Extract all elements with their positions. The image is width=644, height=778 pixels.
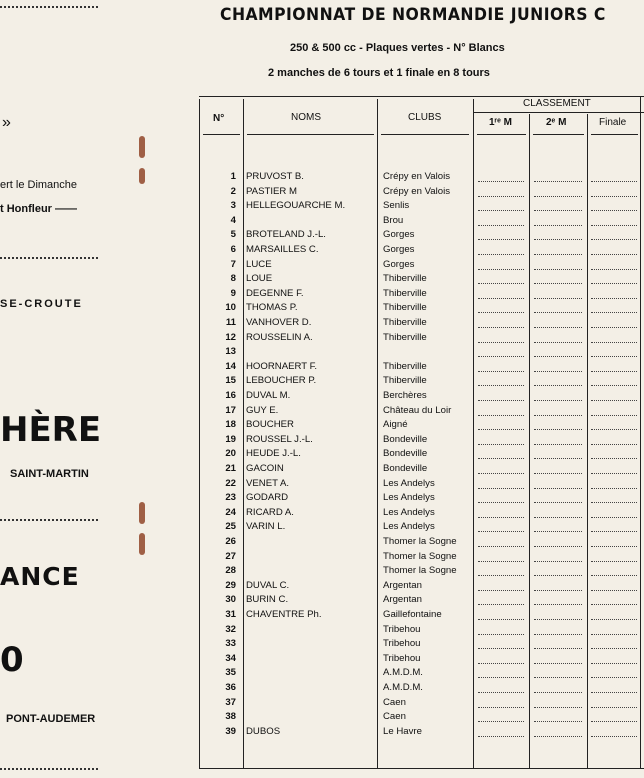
row-number: 25 <box>225 521 236 533</box>
result-blank-m2 <box>534 444 582 445</box>
result-blank-m1 <box>478 400 524 401</box>
club-name: Thiberville <box>383 331 427 343</box>
chevron: » <box>2 114 11 131</box>
rider-name: CHAVENTRE Ph. <box>246 609 322 620</box>
row-number: 19 <box>225 433 236 445</box>
club-name: Les Andelys <box>383 506 435 518</box>
table-row <box>200 185 644 200</box>
result-blank-finale <box>591 239 637 240</box>
result-blank-m2 <box>534 707 582 708</box>
result-blank-finale <box>591 546 637 547</box>
table-border <box>591 134 638 135</box>
result-blank-m2 <box>534 181 582 182</box>
result-blank-finale <box>591 648 637 649</box>
result-blank-m1 <box>478 663 524 664</box>
result-blank-finale <box>591 327 637 328</box>
table-row <box>200 447 644 462</box>
row-number: 39 <box>225 725 236 737</box>
club-name: Thiberville <box>383 317 427 328</box>
row-number: 16 <box>225 390 236 401</box>
row-number: 10 <box>225 302 236 314</box>
row-number: 15 <box>225 375 236 387</box>
club-name: Senlis <box>383 200 410 212</box>
table-row <box>200 579 644 594</box>
result-blank-m2 <box>534 692 582 693</box>
club-name: Gorges <box>383 244 415 255</box>
left-text: PONT-AUDEMER <box>6 713 96 725</box>
table-row <box>200 593 644 608</box>
left-heading: 0 <box>0 640 24 680</box>
result-blank-finale <box>591 531 637 532</box>
club-name: Les Andelys <box>383 521 435 533</box>
table-row <box>200 272 644 287</box>
header-manche-2: 2ᵉ M <box>546 117 567 128</box>
result-blank-m1 <box>478 488 524 489</box>
result-blank-m1 <box>478 502 524 503</box>
result-blank-m2 <box>534 648 582 649</box>
rider-name: LUCE <box>246 258 272 270</box>
table-row <box>200 506 644 521</box>
club-name: Thiberville <box>383 273 427 285</box>
result-blank-m2 <box>534 356 582 357</box>
result-blank-m2 <box>534 254 582 255</box>
binding-mark <box>139 533 145 555</box>
result-blank-finale <box>591 677 637 678</box>
header-names: NOMS <box>291 112 321 123</box>
club-name: Tribehou <box>383 638 421 650</box>
result-blank-m1 <box>478 385 524 386</box>
result-blank-m1 <box>478 283 524 284</box>
subtitle: 250 & 500 cc - Plaques vertes - N° Blancs <box>290 42 505 54</box>
rider-name: PRUVOST B. <box>246 171 304 182</box>
club-name: Caen <box>383 711 406 723</box>
row-number: 35 <box>225 667 236 679</box>
club-name: Argentan <box>383 579 422 591</box>
result-blank-m1 <box>478 356 524 357</box>
result-blank-m1 <box>478 458 524 459</box>
result-blank-m2 <box>534 269 582 270</box>
rider-name: ROUSSEL J.-L. <box>246 433 313 445</box>
result-blank-m2 <box>534 385 582 386</box>
club-name: Thiberville <box>383 375 427 387</box>
result-blank-m2 <box>534 473 582 474</box>
result-blank-finale <box>591 488 637 489</box>
result-blank-m2 <box>534 531 582 532</box>
rider-name: THOMAS P. <box>246 302 298 314</box>
result-blank-m1 <box>478 415 524 416</box>
table-row <box>200 199 644 214</box>
club-name: Crépy en Valois <box>383 171 451 182</box>
result-blank-m1 <box>478 196 524 197</box>
rider-name: LEBOUCHER P. <box>246 375 317 387</box>
result-blank-m2 <box>534 458 582 459</box>
left-text: SE-CROUTE <box>0 298 83 310</box>
result-blank-finale <box>591 502 637 503</box>
table-row <box>200 696 644 711</box>
result-blank-m2 <box>534 429 582 430</box>
row-number: 33 <box>225 638 236 650</box>
table-row <box>200 214 644 229</box>
divider <box>0 253 98 259</box>
table-border <box>199 768 644 769</box>
result-blank-m1 <box>478 312 524 313</box>
result-blank-finale <box>591 298 637 299</box>
club-name: Bondeville <box>383 433 428 445</box>
result-blank-finale <box>591 181 637 182</box>
club-name: Argentan <box>383 594 422 606</box>
row-number: 4 <box>230 214 236 226</box>
divider <box>0 764 98 770</box>
rider-name: PASTIER M <box>246 185 297 197</box>
row-number: 17 <box>225 404 236 416</box>
club-name: Le Havre <box>383 725 422 737</box>
result-blank-m2 <box>534 400 582 401</box>
result-blank-m2 <box>534 415 582 416</box>
row-number: 9 <box>230 287 236 299</box>
table-row <box>200 491 644 506</box>
result-blank-finale <box>591 225 637 226</box>
table-row <box>200 666 644 681</box>
result-blank-m1 <box>478 210 524 211</box>
result-blank-finale <box>591 634 637 635</box>
result-blank-m1 <box>478 677 524 678</box>
club-name: Gorges <box>383 229 415 241</box>
result-blank-m2 <box>534 327 582 328</box>
subtitle: 2 manches de 6 tours et 1 finale en 8 tours <box>268 67 490 79</box>
rider-name: HELLEGOUARCHE M. <box>246 200 346 212</box>
divider <box>0 515 98 521</box>
table-row <box>200 477 644 492</box>
binding-mark <box>139 168 145 184</box>
club-name: A.M.D.M. <box>383 682 423 693</box>
table-border <box>203 134 240 135</box>
row-number: 20 <box>225 448 236 460</box>
result-blank-m1 <box>478 517 524 518</box>
table-row <box>200 228 644 243</box>
row-number: 34 <box>225 652 236 664</box>
table-row <box>200 681 644 696</box>
row-number: 21 <box>225 463 236 474</box>
result-blank-finale <box>591 707 637 708</box>
result-blank-m1 <box>478 239 524 240</box>
result-blank-m2 <box>534 488 582 489</box>
result-blank-m2 <box>534 517 582 518</box>
result-blank-m1 <box>478 561 524 562</box>
row-number: 29 <box>225 579 236 591</box>
result-blank-m2 <box>534 342 582 343</box>
club-name: Les Andelys <box>383 492 435 504</box>
table-row <box>200 462 644 477</box>
result-blank-m1 <box>478 648 524 649</box>
rider-name: GODARD <box>246 492 289 504</box>
table-row <box>200 418 644 433</box>
result-blank-m2 <box>534 210 582 211</box>
result-blank-finale <box>591 604 637 605</box>
result-blank-finale <box>591 561 637 562</box>
table-border <box>473 112 644 113</box>
result-blank-m2 <box>534 371 582 372</box>
table-row <box>200 360 644 375</box>
result-blank-m2 <box>534 312 582 313</box>
result-blank-m2 <box>534 619 582 620</box>
rider-name: LOUE <box>246 273 273 285</box>
result-blank-m1 <box>478 736 524 737</box>
row-number: 8 <box>230 273 236 285</box>
result-blank-finale <box>591 254 637 255</box>
result-blank-finale <box>591 590 637 591</box>
row-number: 32 <box>225 623 236 635</box>
result-blank-m2 <box>534 298 582 299</box>
row-number: 2 <box>230 185 236 197</box>
row-number: 11 <box>225 317 236 328</box>
header-clubs: CLUBS <box>408 112 442 123</box>
rider-name: HOORNAERT F. <box>246 360 318 372</box>
rider-name: MARSAILLES C. <box>246 244 319 255</box>
left-margin <box>0 0 110 778</box>
result-blank-m1 <box>478 444 524 445</box>
table-border <box>247 134 374 135</box>
row-number: 37 <box>225 696 236 708</box>
table-row <box>200 535 644 550</box>
rider-name: BROTELAND J.-L. <box>246 229 326 241</box>
result-blank-m1 <box>478 254 524 255</box>
rider-name: GUY E. <box>246 404 279 416</box>
table-row <box>200 710 644 725</box>
rider-name: RICARD A. <box>246 506 294 518</box>
result-blank-m1 <box>478 619 524 620</box>
result-blank-m2 <box>534 283 582 284</box>
club-name: Château du Loir <box>383 404 452 416</box>
result-blank-finale <box>591 692 637 693</box>
left-text: ert le Dimanche <box>0 179 78 191</box>
result-blank-m1 <box>478 707 524 708</box>
table-row <box>200 389 644 404</box>
club-name: Thiberville <box>383 360 427 372</box>
binding-mark <box>139 502 145 524</box>
result-blank-finale <box>591 444 637 445</box>
binding-mark <box>139 136 145 158</box>
result-blank-m2 <box>534 239 582 240</box>
result-blank-m2 <box>534 604 582 605</box>
result-blank-m1 <box>478 371 524 372</box>
result-blank-finale <box>591 371 637 372</box>
page-title: CHAMPIONNAT DE NORMANDIE JUNIORS C <box>220 5 606 25</box>
table-row <box>200 608 644 623</box>
table-row <box>200 287 644 302</box>
table-row <box>200 243 644 258</box>
rider-name: DUBOS <box>246 725 281 737</box>
result-blank-m2 <box>534 575 582 576</box>
result-blank-finale <box>591 342 637 343</box>
club-name: Thiberville <box>383 287 427 299</box>
club-name: Gorges <box>383 258 415 270</box>
result-blank-m2 <box>534 634 582 635</box>
row-number: 26 <box>225 536 236 547</box>
rider-name: VANHOVER D. <box>246 317 312 328</box>
table-row <box>200 623 644 638</box>
left-text: SAINT-MARTIN <box>10 468 89 480</box>
club-name: Thiberville <box>383 302 427 314</box>
result-blank-m2 <box>534 677 582 678</box>
club-name: Tribehou <box>383 623 421 635</box>
club-name: Aigné <box>383 419 408 431</box>
table-row <box>200 564 644 579</box>
row-number: 5 <box>230 229 236 241</box>
header-number: N° <box>213 113 225 124</box>
result-blank-finale <box>591 429 637 430</box>
table-row <box>200 301 644 316</box>
rider-name: DUVAL C. <box>246 579 290 591</box>
row-number: 1 <box>230 171 236 182</box>
rider-name: ROUSSELIN A. <box>246 331 313 343</box>
result-blank-finale <box>591 283 637 284</box>
table-row <box>200 637 644 652</box>
rider-name: VENET A. <box>246 477 290 489</box>
result-blank-m2 <box>534 546 582 547</box>
result-blank-m1 <box>478 590 524 591</box>
result-blank-finale <box>591 517 637 518</box>
club-name: Gaillefontaine <box>383 609 442 620</box>
rider-name: BOUCHER <box>246 419 294 431</box>
result-blank-m1 <box>478 269 524 270</box>
rider-name: VARIN L. <box>246 521 286 533</box>
table-row <box>200 331 644 346</box>
result-blank-finale <box>591 473 637 474</box>
result-blank-m1 <box>478 429 524 430</box>
club-name: Caen <box>383 696 406 708</box>
row-number: 31 <box>225 609 236 620</box>
header-finale: Finale <box>599 117 627 128</box>
result-blank-finale <box>591 619 637 620</box>
table-row <box>200 316 644 331</box>
result-blank-m1 <box>478 327 524 328</box>
table-row <box>200 725 644 740</box>
divider <box>0 2 98 8</box>
row-number: 23 <box>225 492 236 504</box>
table-row <box>200 433 644 448</box>
club-name: Thomer la Sogne <box>383 565 457 577</box>
result-blank-m1 <box>478 181 524 182</box>
club-name: Tribehou <box>383 652 421 664</box>
result-blank-m2 <box>534 225 582 226</box>
result-blank-m1 <box>478 604 524 605</box>
row-number: 22 <box>225 477 236 489</box>
row-number: 18 <box>225 419 236 431</box>
result-blank-m1 <box>478 692 524 693</box>
result-blank-m1 <box>478 546 524 547</box>
result-blank-finale <box>591 269 637 270</box>
left-text: t Honfleur —— <box>0 203 77 215</box>
result-blank-m1 <box>478 473 524 474</box>
club-name: Thomer la Sogne <box>383 550 457 562</box>
club-name: A.M.D.M. <box>383 667 423 679</box>
table-border <box>533 134 584 135</box>
result-blank-finale <box>591 736 637 737</box>
result-blank-m2 <box>534 721 582 722</box>
result-blank-m2 <box>534 663 582 664</box>
table-row <box>200 374 644 389</box>
table-row <box>200 170 644 185</box>
result-blank-finale <box>591 385 637 386</box>
result-blank-m1 <box>478 634 524 635</box>
result-blank-finale <box>591 721 637 722</box>
table-row <box>200 258 644 273</box>
result-blank-finale <box>591 415 637 416</box>
rider-name: DUVAL M. <box>246 390 291 401</box>
result-blank-finale <box>591 210 637 211</box>
result-blank-m1 <box>478 342 524 343</box>
result-blank-m2 <box>534 736 582 737</box>
result-blank-finale <box>591 663 637 664</box>
club-name: Brou <box>383 214 404 226</box>
club-name: Crépy en Valois <box>383 185 451 197</box>
row-number: 13 <box>225 346 236 358</box>
result-blank-finale <box>591 400 637 401</box>
result-blank-m2 <box>534 561 582 562</box>
table-row <box>200 550 644 565</box>
row-number: 36 <box>225 682 236 693</box>
table-row <box>200 520 644 535</box>
row-number: 30 <box>225 594 236 606</box>
rider-name: BURIN C. <box>246 594 289 606</box>
result-blank-m1 <box>478 225 524 226</box>
row-number: 7 <box>230 258 236 270</box>
rider-name: HEUDE J.-L. <box>246 448 301 460</box>
result-blank-m1 <box>478 298 524 299</box>
result-blank-finale <box>591 312 637 313</box>
left-heading: HÈRE <box>0 410 102 450</box>
club-name: Berchères <box>383 390 427 401</box>
row-number: 38 <box>225 711 236 723</box>
table-row <box>200 652 644 667</box>
result-blank-m2 <box>534 502 582 503</box>
result-blank-finale <box>591 196 637 197</box>
row-number: 14 <box>225 360 236 372</box>
club-name: Bondeville <box>383 463 428 474</box>
result-blank-m2 <box>534 196 582 197</box>
rider-name: DEGENNE F. <box>246 287 304 299</box>
table-border <box>381 134 469 135</box>
result-blank-finale <box>591 575 637 576</box>
rider-name: GACOIN <box>246 463 284 474</box>
club-name: Thomer la Sogne <box>383 536 457 547</box>
header-classement: CLASSEMENT <box>523 98 591 109</box>
table-border <box>477 134 526 135</box>
club-name: Les Andelys <box>383 477 435 489</box>
row-number: 27 <box>225 550 236 562</box>
result-blank-finale <box>591 458 637 459</box>
club-name: Bondeville <box>383 448 428 460</box>
row-number: 3 <box>230 200 236 212</box>
header-manche-1: 1ʳᵉ M <box>489 117 512 128</box>
row-number: 24 <box>225 506 236 518</box>
result-blank-m1 <box>478 575 524 576</box>
table-row <box>200 404 644 419</box>
left-heading: ANCE <box>0 562 80 591</box>
table-row <box>200 345 644 360</box>
row-number: 6 <box>230 244 236 255</box>
result-blank-m2 <box>534 590 582 591</box>
result-blank-m1 <box>478 721 524 722</box>
row-number: 12 <box>225 331 236 343</box>
result-blank-m1 <box>478 531 524 532</box>
row-number: 28 <box>225 565 236 577</box>
result-blank-finale <box>591 356 637 357</box>
